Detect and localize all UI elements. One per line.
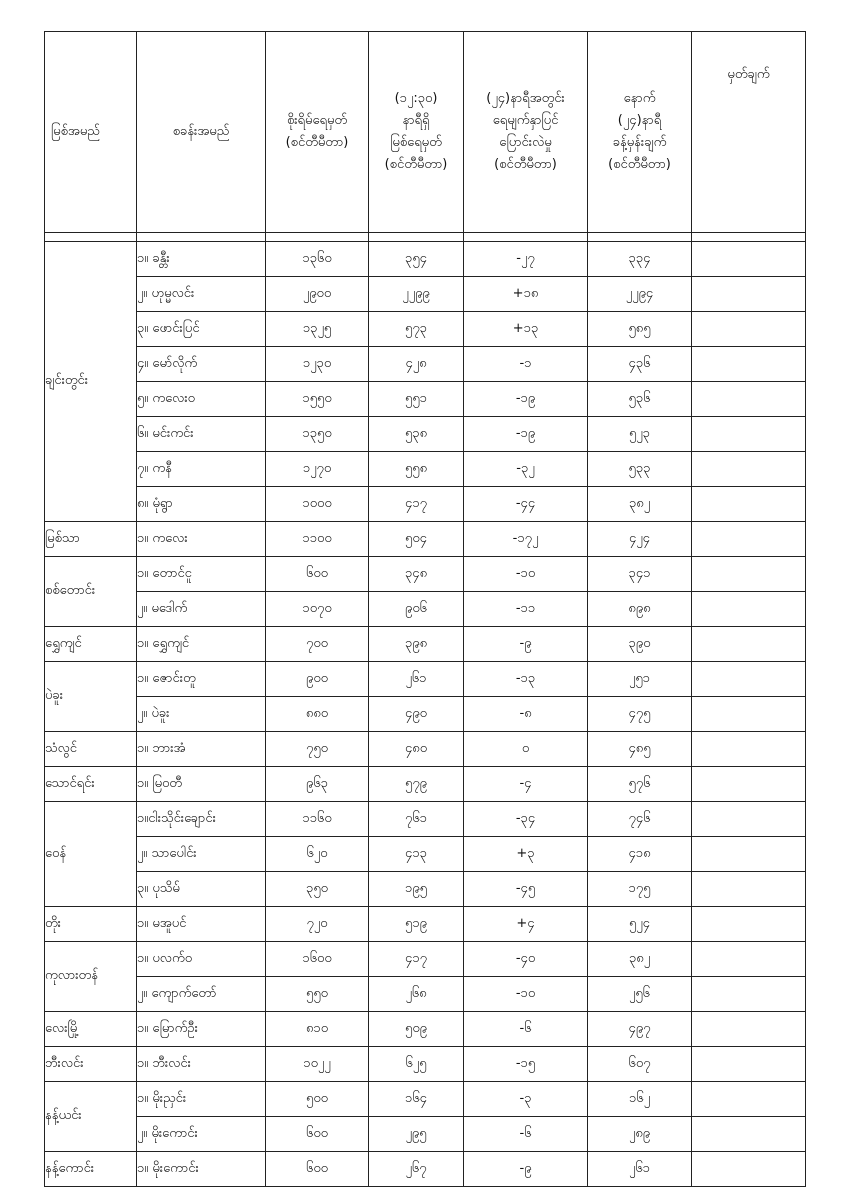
station-name-cell: ၆။ မင်းကင်း [137, 417, 266, 452]
water-level-cell: ၉၀၆ [369, 592, 464, 627]
change-cell: -၁၀ [464, 977, 588, 1012]
danger-level-cell: ၁၀၀၀ [266, 487, 369, 522]
remarks-cell [692, 942, 806, 977]
change-cell: -၉ [464, 627, 588, 662]
station-name-cell: ၁။ငါးသိုင်းချောင်း [137, 802, 266, 837]
remarks-cell [692, 487, 806, 522]
remarks-cell [692, 592, 806, 627]
header-danger-level: စိုးရိမ်ရေမှတ် (စင်တီမီတာ) [266, 32, 369, 233]
table-row [45, 662, 806, 697]
danger-level-cell: ၇၅၀ [266, 732, 369, 767]
forecast-cell: ၅၇၆ [588, 767, 692, 802]
table-row [45, 977, 806, 1012]
table-row [45, 522, 806, 557]
water-level-cell: ၇၆၁ [369, 802, 464, 837]
forecast-cell: ၅၈၅ [588, 312, 692, 347]
spacer-row [45, 233, 806, 242]
forecast-cell: ၅၃၆ [588, 382, 692, 417]
remarks-cell [692, 977, 806, 1012]
table-row [45, 627, 806, 662]
change-cell: -၄ [464, 767, 588, 802]
danger-level-cell: ၁၂၃၀ [266, 347, 369, 382]
water-level-cell: ၄၉၀ [369, 697, 464, 732]
header-change-24h: (၂၄)နာရီအတွင်း ရေမျက်နှာပြင် ပြောင်းလဲမှု (စင်တီမီတာ) [464, 32, 588, 233]
water-level-cell: ၄၁၃ [369, 837, 464, 872]
danger-level-cell: ၅၀၀ [266, 1082, 369, 1117]
remarks-cell [692, 382, 806, 417]
remarks-cell [692, 1082, 806, 1117]
forecast-cell: ၄၁၈ [588, 837, 692, 872]
river-name-cell: စစ်တောင်း [45, 557, 137, 627]
remarks-cell [692, 732, 806, 767]
water-level-cell: ၃၉၈ [369, 627, 464, 662]
forecast-cell: ၃၈၂ [588, 942, 692, 977]
change-cell: -၁၃ [464, 662, 588, 697]
river-name-cell: ဝေန် [45, 802, 137, 907]
danger-level-cell: ၈၈၀ [266, 697, 369, 732]
forecast-cell: ၁၇၅ [588, 872, 692, 907]
table-row [45, 1117, 806, 1152]
river-name-cell: ပဲခူး [45, 662, 137, 732]
river-name-cell: ရွှေကျင် [45, 627, 137, 662]
change-cell: +၄ [464, 907, 588, 942]
remarks-cell [692, 872, 806, 907]
forecast-cell: ၁၆၂ [588, 1082, 692, 1117]
station-name-cell: ၁။ မအူပင် [137, 907, 266, 942]
table-row [45, 382, 806, 417]
remarks-cell [692, 627, 806, 662]
forecast-cell: ၄၃၆ [588, 347, 692, 382]
forecast-cell: ၃၉၀ [588, 627, 692, 662]
station-name-cell: ၁။ ရွှေကျင် [137, 627, 266, 662]
danger-level-cell: ၇၂၀ [266, 907, 369, 942]
forecast-cell: ၅၂၄ [588, 907, 692, 942]
header-station: စခန်းအမည် [137, 32, 266, 233]
station-name-cell: ၂။ မဒေါက် [137, 592, 266, 627]
water-level-cell: ၅၇၉ [369, 767, 464, 802]
table-row [45, 837, 806, 872]
water-level-cell: ၅၇၃ [369, 312, 464, 347]
forecast-cell: ၄၈၅ [588, 732, 692, 767]
river-name-cell: ကုလားတန် [45, 942, 137, 1012]
remarks-cell [692, 907, 806, 942]
river-name-cell: မြစ်သာ [45, 522, 137, 557]
change-cell: +၃ [464, 837, 588, 872]
change-cell: -၈ [464, 697, 588, 732]
water-level-cell: ၂၂၉၉ [369, 277, 464, 312]
river-name-cell: သောင်ရင်း [45, 767, 137, 802]
change-cell: -၁၉ [464, 382, 588, 417]
remarks-cell [692, 767, 806, 802]
danger-level-cell: ၁၆၀၀ [266, 942, 369, 977]
danger-level-cell: ၁၁၀၀ [266, 522, 369, 557]
header-row [45, 32, 806, 233]
water-level-cell: ၂၉၅ [369, 1117, 464, 1152]
station-name-cell: ၇။ ကနီ [137, 452, 266, 487]
remarks-cell [692, 1012, 806, 1047]
remarks-cell [692, 347, 806, 382]
remarks-cell [692, 1117, 806, 1152]
change-cell: -၄၀ [464, 942, 588, 977]
table-row [45, 312, 806, 347]
table-row [45, 767, 806, 802]
station-name-cell: ၂။ မိုးကောင်း [137, 1117, 266, 1152]
station-name-cell: ၁။ ကလေး [137, 522, 266, 557]
river-name-cell: ဘီးလင်း [45, 1047, 137, 1082]
remarks-cell [692, 277, 806, 312]
forecast-cell: ၄၂၄ [588, 522, 692, 557]
danger-level-cell: ၉၀၀ [266, 662, 369, 697]
change-cell: +၁၈ [464, 277, 588, 312]
station-name-cell: ၄။ မော်လိုက် [137, 347, 266, 382]
forecast-cell: ၂၅၆ [588, 977, 692, 1012]
water-level-cell: ၂၆၁ [369, 662, 464, 697]
danger-level-cell: ၆၂၀ [266, 837, 369, 872]
forecast-cell: ၇၄၆ [588, 802, 692, 837]
table-row [45, 907, 806, 942]
table-row [45, 417, 806, 452]
danger-level-cell: ၆၀၀ [266, 557, 369, 592]
forecast-cell: ၄၇၅ [588, 697, 692, 732]
remarks-cell [692, 452, 806, 487]
station-name-cell: ၁။ မြဝတီ [137, 767, 266, 802]
change-cell: -၁၅ [464, 1047, 588, 1082]
change-cell: -၂၇ [464, 242, 588, 277]
change-cell: -၁၁ [464, 592, 588, 627]
table-row [45, 557, 806, 592]
danger-level-cell: ၈၁၀ [266, 1012, 369, 1047]
river-name-cell: သံလွင် [45, 732, 137, 767]
station-name-cell: ၁။ ခန္တီး [137, 242, 266, 277]
change-cell: -၃၄ [464, 802, 588, 837]
station-name-cell: ၁။ ဘီးလင်း [137, 1047, 266, 1082]
danger-level-cell: ၉၆၃ [266, 767, 369, 802]
table-row [45, 942, 806, 977]
remarks-cell [692, 1047, 806, 1082]
change-cell: -၁၇၂ [464, 522, 588, 557]
station-name-cell: ၂။ ဟုမ္မလင်း [137, 277, 266, 312]
station-name-cell: ၃။ ဖောင်းပြင် [137, 312, 266, 347]
table-row [45, 242, 806, 277]
change-cell: -၃၂ [464, 452, 588, 487]
table-row [45, 487, 806, 522]
remarks-cell [692, 557, 806, 592]
station-name-cell: ၁။ မိုးကောင်း [137, 1152, 266, 1187]
water-level-cell: ၄၁၇ [369, 942, 464, 977]
station-name-cell: ၈။ မုံရွာ [137, 487, 266, 522]
danger-level-cell: ၁၅၅၀ [266, 382, 369, 417]
station-name-cell: ၁။ မြောက်ဦး [137, 1012, 266, 1047]
station-name-cell: ၁။ ပလက်ဝ [137, 942, 266, 977]
station-name-cell: ၁။ ဘားအံ [137, 732, 266, 767]
remarks-cell [692, 802, 806, 837]
danger-level-cell: ၂၉၀၀ [266, 277, 369, 312]
table-row [45, 802, 806, 837]
table-row [45, 872, 806, 907]
river-name-cell: တိုး [45, 907, 137, 942]
water-level-cell: ၆၂၅ [369, 1047, 464, 1082]
water-level-cell: ၅၅၈ [369, 452, 464, 487]
danger-level-cell: ၃၅၀ [266, 872, 369, 907]
header-remarks: မှတ်ချက် [692, 32, 806, 233]
table-row [45, 592, 806, 627]
table-row [45, 1082, 806, 1117]
change-cell: -၆ [464, 1117, 588, 1152]
water-level-cell: ၁၆၄ [369, 1082, 464, 1117]
danger-level-cell: ၅၅၀ [266, 977, 369, 1012]
station-name-cell: ၁။ ဇောင်းတူ [137, 662, 266, 697]
change-cell: -၄၄ [464, 487, 588, 522]
station-name-cell: ၃။ ပုသိမ် [137, 872, 266, 907]
water-level-cell: ၁၉၅ [369, 872, 464, 907]
remarks-cell [692, 312, 806, 347]
water-level-cell: ၅၅၁ [369, 382, 464, 417]
change-cell: -၁ [464, 347, 588, 382]
forecast-cell: ၂၆၁ [588, 1152, 692, 1187]
water-level-cell: ၅၀၄ [369, 522, 464, 557]
header-water-level: (၁၂:၃၀) နာရီရှိ မြစ်ရေမှတ် (စင်တီမီတာ) [369, 32, 464, 233]
water-level-cell: ၃၄၈ [369, 557, 464, 592]
change-cell: -၁၉ [464, 417, 588, 452]
water-level-cell: ၅၃၈ [369, 417, 464, 452]
station-name-cell: ၂။ ကျောက်တော် [137, 977, 266, 1012]
danger-level-cell: ၁၃၆၀ [266, 242, 369, 277]
change-cell: -၆ [464, 1012, 588, 1047]
river-name-cell: လေးမြို့ [45, 1012, 137, 1047]
table-row [45, 697, 806, 732]
water-level-cell: ၄၈၀ [369, 732, 464, 767]
change-cell: -၄၅ [464, 872, 588, 907]
forecast-cell: ၄၉၇ [588, 1012, 692, 1047]
change-cell: -၉ [464, 1152, 588, 1187]
river-name-cell: နန့်ကောင်း [45, 1152, 137, 1187]
table-body [45, 233, 806, 1187]
remarks-cell [692, 837, 806, 872]
river-level-table [44, 31, 806, 1187]
table-row [45, 1152, 806, 1187]
danger-level-cell: ၆၀၀ [266, 1152, 369, 1187]
remarks-cell [692, 662, 806, 697]
danger-level-cell: ၁၀၂၂ [266, 1047, 369, 1082]
change-cell: +၁၃ [464, 312, 588, 347]
water-level-cell: ၄၂၈ [369, 347, 464, 382]
danger-level-cell: ၁၀၇၀ [266, 592, 369, 627]
table-row [45, 452, 806, 487]
forecast-cell: ၃၈၂ [588, 487, 692, 522]
table-row [45, 277, 806, 312]
station-name-cell: ၂။ ပဲခူး [137, 697, 266, 732]
water-level-cell: ၂၆၇ [369, 1152, 464, 1187]
danger-level-cell: ၆၀၀ [266, 1117, 369, 1152]
danger-level-cell: ၁၂၇၀ [266, 452, 369, 487]
station-name-cell: ၁။ မိုးညှင်း [137, 1082, 266, 1117]
forecast-cell: ၂၅၁ [588, 662, 692, 697]
water-level-cell: ၂၆၈ [369, 977, 464, 1012]
river-name-cell: ချင်းတွင်း [45, 242, 137, 522]
header-river: မြစ်အမည် [45, 32, 137, 233]
water-level-cell: ၅၁၉ [369, 907, 464, 942]
forecast-cell: ၂၂၉၄ [588, 277, 692, 312]
change-cell: -၃ [464, 1082, 588, 1117]
river-name-cell: နန့်ယင်း [45, 1082, 137, 1152]
table-row [45, 347, 806, 382]
forecast-cell: ၅၃၃ [588, 452, 692, 487]
station-name-cell: ၅။ ကလေးဝ [137, 382, 266, 417]
change-cell: ၀ [464, 732, 588, 767]
remarks-cell [692, 417, 806, 452]
forecast-cell: ၈၉၈ [588, 592, 692, 627]
change-cell: -၁၀ [464, 557, 588, 592]
remarks-cell [692, 522, 806, 557]
table-row [45, 1012, 806, 1047]
danger-level-cell: ၁၃၂၅ [266, 312, 369, 347]
forecast-cell: ၅၂၃ [588, 417, 692, 452]
station-name-cell: ၂။ သာပေါင်း [137, 837, 266, 872]
forecast-cell: ၃၃၄ [588, 242, 692, 277]
danger-level-cell: ၁၁၆၀ [266, 802, 369, 837]
danger-level-cell: ၇၀၀ [266, 627, 369, 662]
table-row [45, 732, 806, 767]
forecast-cell: ၂၈၉ [588, 1117, 692, 1152]
table-row [45, 1047, 806, 1082]
station-name-cell: ၁။ တောင်ငူ [137, 557, 266, 592]
header-forecast: နောက် (၂၄)နာရီ ခန့်မှန်းချက် (စင်တီမီတာ) [588, 32, 692, 233]
remarks-cell [692, 242, 806, 277]
danger-level-cell: ၁၃၅၀ [266, 417, 369, 452]
remarks-cell [692, 697, 806, 732]
water-level-cell: ၃၅၄ [369, 242, 464, 277]
forecast-cell: ၆၀၇ [588, 1047, 692, 1082]
water-level-cell: ၅၀၉ [369, 1012, 464, 1047]
forecast-cell: ၃၄၁ [588, 557, 692, 592]
remarks-cell [692, 1152, 806, 1187]
water-level-cell: ၄၁၇ [369, 487, 464, 522]
